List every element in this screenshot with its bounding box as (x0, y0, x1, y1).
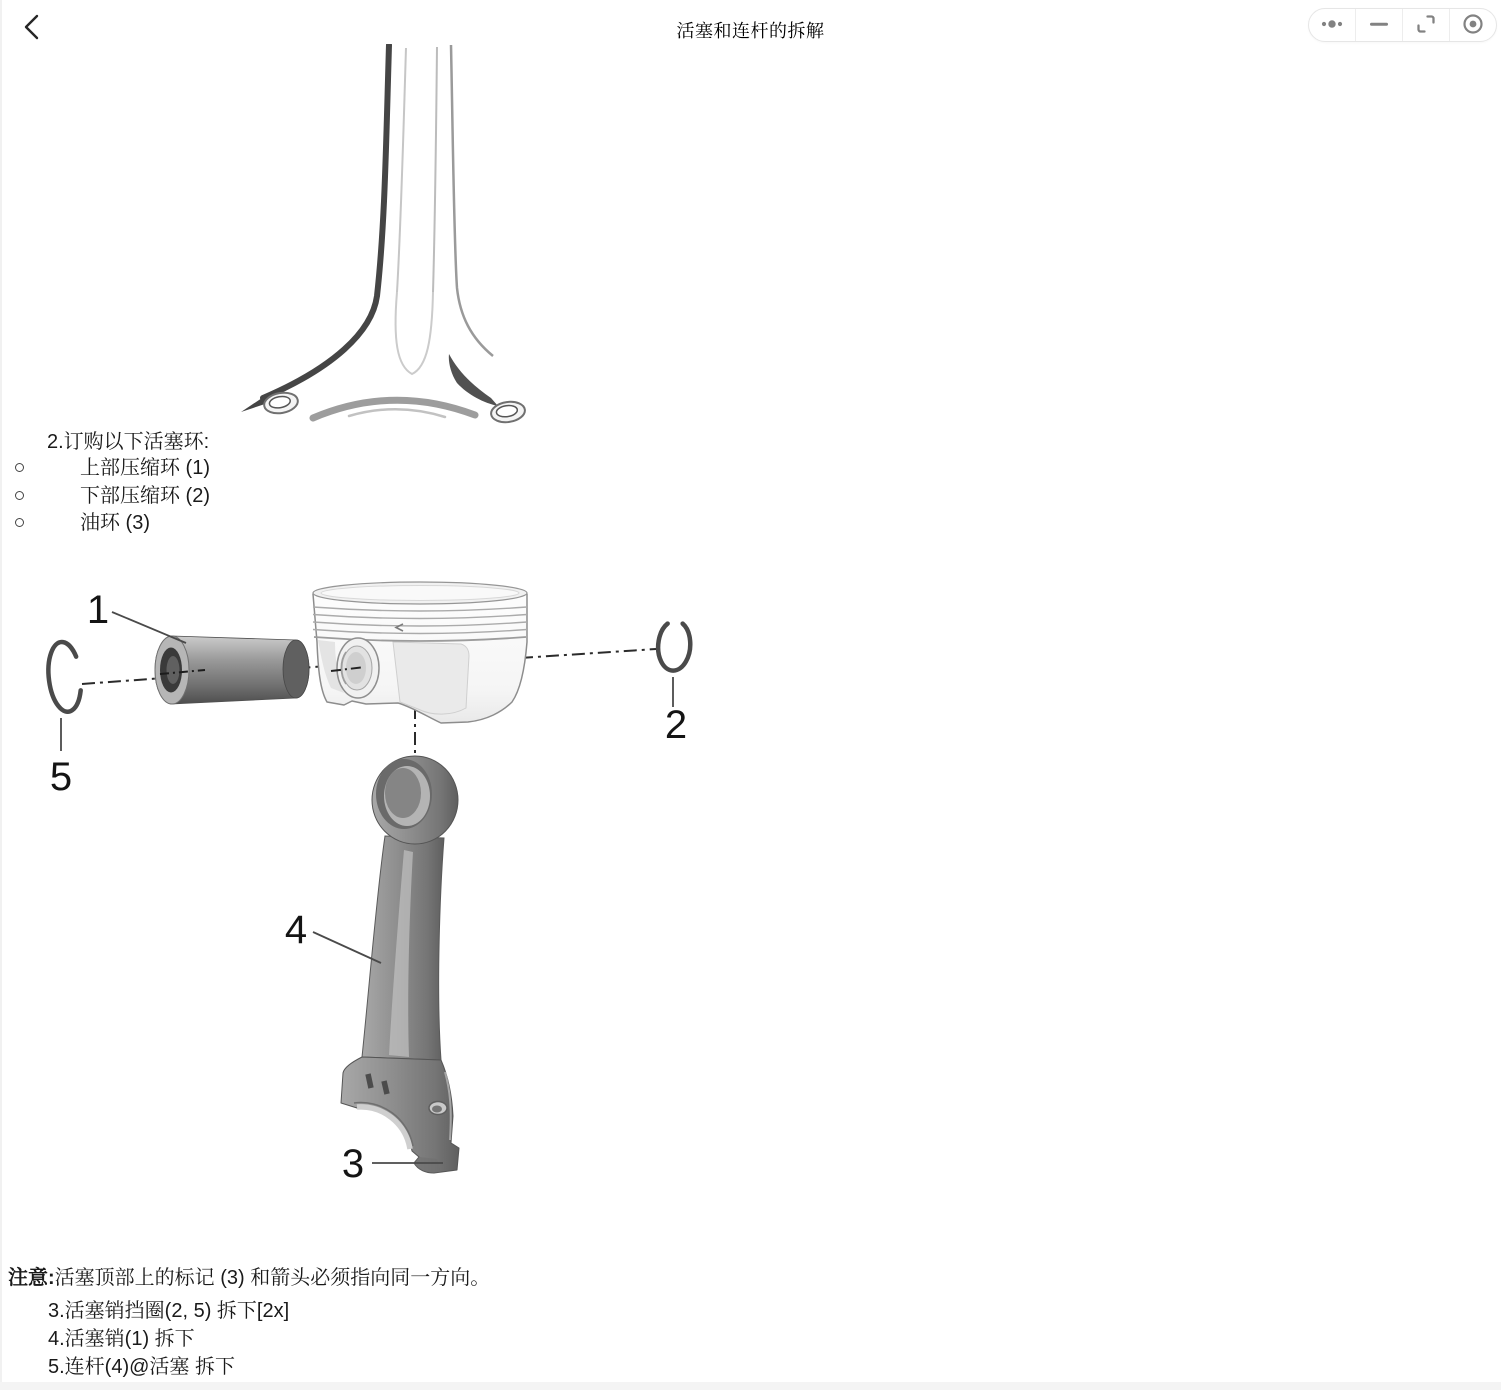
list-item-lower-ring: 下部压缩环 (2) (80, 485, 210, 507)
note-line (8, 1267, 490, 1289)
minimize-icon (1367, 12, 1391, 39)
more-icon (1319, 12, 1345, 39)
list-item-oil-ring: 油环 (3) (80, 512, 150, 534)
expand-icon (1414, 12, 1438, 39)
connecting-rod (341, 756, 459, 1173)
callout-5: 5 (49, 755, 73, 799)
page-bottom-edge (0, 1382, 1501, 1390)
instruction-step-2: 2.订购以下活塞环: (47, 431, 210, 453)
callout-2: 2 (664, 703, 688, 747)
close-icon (1460, 11, 1486, 40)
bullet-icon (15, 463, 24, 472)
minimize-button[interactable] (1355, 9, 1402, 41)
retaining-ring-left (45, 641, 83, 714)
callout-3: 3 (341, 1142, 365, 1186)
piston-assembly-diagram (0, 560, 760, 1210)
list-item-upper-ring: 上部压缩环 (1) (80, 457, 210, 479)
window-controls (1308, 8, 1497, 42)
piston-pin (155, 636, 309, 704)
bullet-icon (15, 491, 24, 500)
callout-4: 4 (284, 908, 308, 952)
step-5: 5.连杆(4)@活塞 拆下 (48, 1356, 235, 1378)
connecting-rod-partial-illustration (225, 44, 575, 432)
page-left-edge (0, 0, 2, 1390)
piston (313, 582, 527, 723)
note-text: 活塞顶部上的标记 (3) 和箭头必须指向同一方向。 (54, 1267, 491, 1289)
retaining-ring-right (656, 622, 691, 672)
bullet-icon (15, 518, 24, 527)
page-title: 活塞和连杆的拆解 (676, 21, 825, 41)
step-4: 4.活塞销(1) 拆下 (48, 1328, 195, 1350)
expand-button[interactable] (1402, 9, 1449, 41)
note-label: 注意: (8, 1267, 55, 1289)
more-button[interactable] (1309, 9, 1355, 41)
step-3: 3.活塞销挡圈(2, 5) 拆下[2x] (48, 1300, 290, 1322)
callout-1: 1 (86, 588, 110, 632)
close-button[interactable] (1449, 9, 1496, 41)
